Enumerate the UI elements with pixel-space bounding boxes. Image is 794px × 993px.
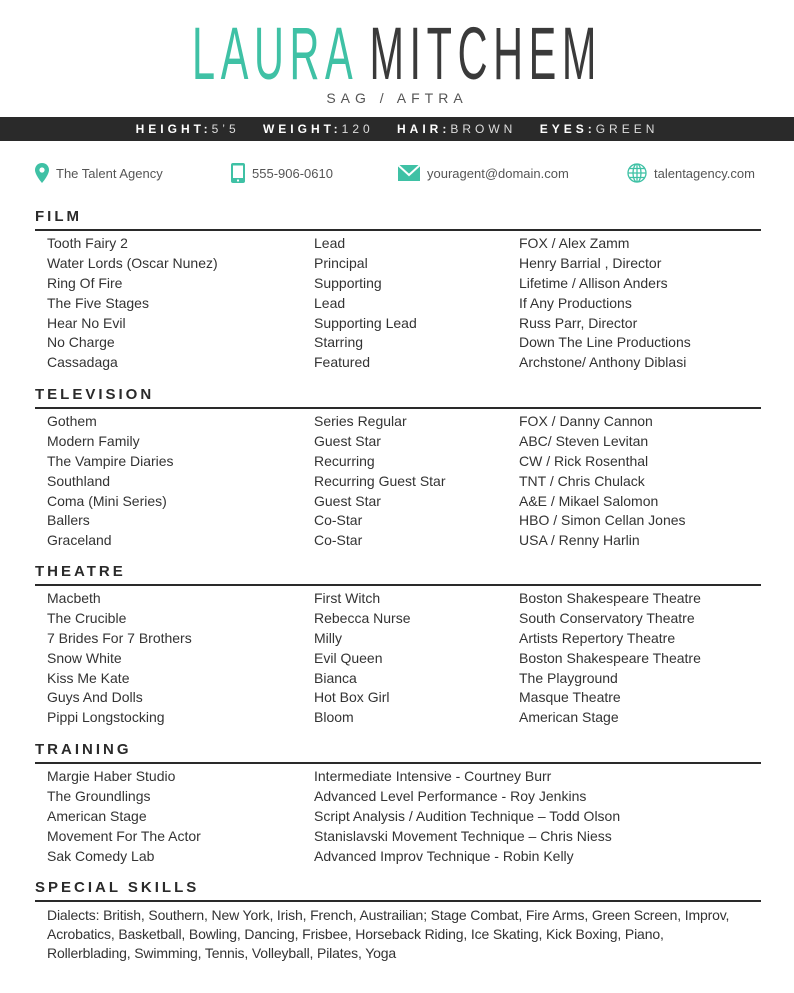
union-affiliation: SAG / AFTRA — [326, 90, 468, 106]
director-company: Russ Parr, Director — [519, 314, 638, 331]
project-title: Gothem — [47, 413, 97, 429]
stat-value: 5’5 — [211, 122, 240, 136]
role: Recurring Guest Star — [314, 472, 446, 489]
role: Lead — [314, 294, 346, 311]
role: Starring — [314, 334, 364, 351]
role: Co-Star — [314, 512, 363, 529]
director-company: Artists Repertory Theatre — [519, 629, 676, 646]
credit-row — [35, 827, 761, 847]
project-title: Modern Family — [47, 432, 140, 449]
role: Supporting Lead — [314, 314, 417, 331]
credit-row — [35, 669, 761, 689]
project-title: No Charge — [47, 334, 115, 351]
stat-value: 120 — [341, 122, 374, 136]
course-instructor: Intermediate Intensive - Courtney Burr — [314, 768, 552, 784]
role: Series Regular — [314, 413, 407, 429]
credit-row — [35, 294, 761, 314]
email-address[interactable]: youragent@domain.com — [427, 165, 569, 181]
stat-value: BROWN — [450, 122, 517, 136]
project-title: Cassadaga — [47, 354, 118, 371]
project-title: Ballers — [47, 512, 90, 529]
project-title: Hear No Evil — [47, 314, 126, 331]
stat-label: WEIGHT: — [262, 122, 342, 136]
phone-number[interactable]: 555-906-0610 — [252, 165, 333, 181]
credit-row — [35, 589, 761, 609]
credit-row — [35, 787, 761, 807]
project-title: Pippi Longstocking — [47, 709, 165, 726]
section-title: THEATRE — [35, 562, 761, 586]
course-instructor: Script Analysis / Audition Technique – Todd Olson — [314, 807, 621, 824]
contact-email — [398, 162, 569, 184]
role: Bianca — [314, 669, 357, 686]
role: Principal — [314, 254, 368, 271]
role: Evil Queen — [314, 649, 383, 666]
credit-row — [35, 649, 761, 669]
credit-row — [35, 511, 761, 531]
credit-row — [35, 412, 761, 432]
director-company: Lifetime / Allison Anders — [519, 274, 668, 291]
school: The Groundlings — [47, 787, 151, 804]
role: Supporting — [314, 274, 382, 291]
credit-row — [35, 847, 761, 867]
project-title: Water Lords (Oscar Nunez) — [47, 254, 218, 271]
stat-weight — [263, 122, 374, 136]
stat-label: HAIR: — [397, 122, 451, 136]
director-company: Masque Theatre — [519, 689, 621, 706]
role: Milly — [314, 629, 342, 646]
role: Recurring — [314, 452, 375, 469]
contact-row — [0, 162, 794, 184]
course-instructor: Advanced Level Performance - Roy Jenkins — [314, 787, 587, 804]
section-television — [35, 385, 761, 551]
credit-row — [35, 492, 761, 512]
role: Guest Star — [314, 432, 381, 449]
role: First Witch — [314, 590, 381, 606]
map-pin-icon — [35, 163, 49, 183]
project-title: Snow White — [47, 649, 122, 666]
director-company: Henry Barrial , Director — [519, 254, 662, 271]
credit-row — [35, 708, 761, 728]
credit-row — [35, 432, 761, 452]
project-title: Coma (Mini Series) — [47, 492, 167, 509]
role: Co-Star — [314, 532, 363, 549]
contact-agency — [35, 162, 163, 184]
stat-label: EYES: — [539, 122, 596, 136]
director-company: HBO / Simon Cellan Jones — [519, 512, 686, 529]
credit-row — [35, 688, 761, 708]
credit-row — [35, 234, 761, 254]
school: Sak Comedy Lab — [47, 847, 155, 864]
credit-row — [35, 472, 761, 492]
director-company: Boston Shakespeare Theatre — [519, 590, 701, 606]
director-company: Boston Shakespeare Theatre — [519, 649, 701, 666]
credit-row — [35, 452, 761, 472]
stats-bar — [0, 117, 794, 141]
project-title: Kiss Me Kate — [47, 669, 130, 686]
section-title: FILM — [35, 207, 761, 231]
first-name: LAURA — [192, 12, 359, 95]
credit-row — [35, 254, 761, 274]
section-title: TELEVISION — [35, 385, 761, 409]
director-company: TNT / Chris Chulack — [519, 472, 645, 489]
course-instructor: Advanced Improv Technique - Robin Kelly — [314, 847, 574, 864]
stat-hair — [397, 122, 516, 136]
stat-label: HEIGHT: — [135, 122, 212, 136]
director-company: Down The Line Productions — [519, 334, 691, 351]
credit-row — [35, 531, 761, 551]
project-title: Southland — [47, 472, 111, 489]
director-company: Archstone/ Anthony Diblasi — [519, 354, 687, 371]
actor-name — [0, 14, 794, 94]
section-special-skills — [35, 878, 761, 963]
role: Lead — [314, 235, 346, 251]
stat-height — [136, 122, 240, 136]
project-title: Tooth Fairy 2 — [47, 235, 128, 251]
last-name: MITCHEM — [369, 12, 602, 95]
director-company: A&E / Mikael Salomon — [519, 492, 659, 509]
phone-icon — [231, 163, 245, 183]
director-company: The Playground — [519, 669, 618, 686]
role: Hot Box Girl — [314, 689, 390, 706]
envelope-icon — [398, 165, 420, 181]
contact-website — [627, 162, 755, 184]
director-company: FOX / Alex Zamm — [519, 235, 630, 251]
project-title: The Five Stages — [47, 294, 149, 311]
special-skills-text: Dialects: British, Southern, New York, Irish, French, Austrailian; Stage Combat, Fire Arms, Green Screen, Improv, Acrobatics, Basketball, Bowling, Dancing, Frisbee, Horseback Riding, Ice Skating, Kick Boxing, Piano, Rollerblading, Swimming, Tennis, Volleyball, Pilates, Yoga — [47, 907, 730, 961]
website-url[interactable]: talentagency.com — [654, 165, 755, 181]
credit-row — [35, 767, 761, 787]
project-title: The Crucible — [47, 609, 127, 626]
project-title: The Vampire Diaries — [47, 452, 174, 469]
director-company: USA / Renny Harlin — [519, 532, 640, 549]
role: Guest Star — [314, 492, 381, 509]
director-company: South Conservatory Theatre — [519, 609, 695, 626]
school: Margie Haber Studio — [47, 768, 176, 784]
agency-name: The Talent Agency — [56, 165, 163, 181]
role: Bloom — [314, 709, 354, 726]
section-film — [35, 207, 761, 373]
project-title: Ring Of Fire — [47, 274, 123, 291]
section-title: TRAINING — [35, 740, 761, 764]
stat-eyes — [540, 122, 659, 136]
director-company: FOX / Danny Cannon — [519, 413, 653, 429]
stat-value: GREEN — [595, 122, 659, 136]
contact-phone — [231, 162, 333, 184]
credit-row — [35, 274, 761, 294]
director-company: CW / Rick Rosenthal — [519, 452, 649, 469]
credit-row — [35, 629, 761, 649]
section-title: SPECIAL SKILLS — [35, 878, 761, 902]
credit-row — [35, 807, 761, 827]
section-training — [35, 740, 761, 866]
globe-icon — [627, 163, 647, 183]
section-theatre — [35, 562, 761, 728]
credit-row — [35, 333, 761, 353]
credit-row — [35, 314, 761, 334]
project-title: Macbeth — [47, 590, 101, 606]
director-company: If Any Productions — [519, 294, 632, 311]
school: Movement For The Actor — [47, 827, 201, 844]
project-title: Graceland — [47, 532, 112, 549]
credit-row — [35, 609, 761, 629]
credit-row — [35, 353, 761, 373]
school: American Stage — [47, 807, 147, 824]
director-company: ABC/ Steven Levitan — [519, 432, 649, 449]
course-instructor: Stanislavski Movement Technique – Chris Niess — [314, 827, 612, 844]
role: Featured — [314, 354, 371, 371]
director-company: American Stage — [519, 709, 619, 726]
project-title: Guys And Dolls — [47, 689, 143, 706]
role: Rebecca Nurse — [314, 609, 411, 626]
project-title: 7 Brides For 7 Brothers — [47, 629, 192, 646]
